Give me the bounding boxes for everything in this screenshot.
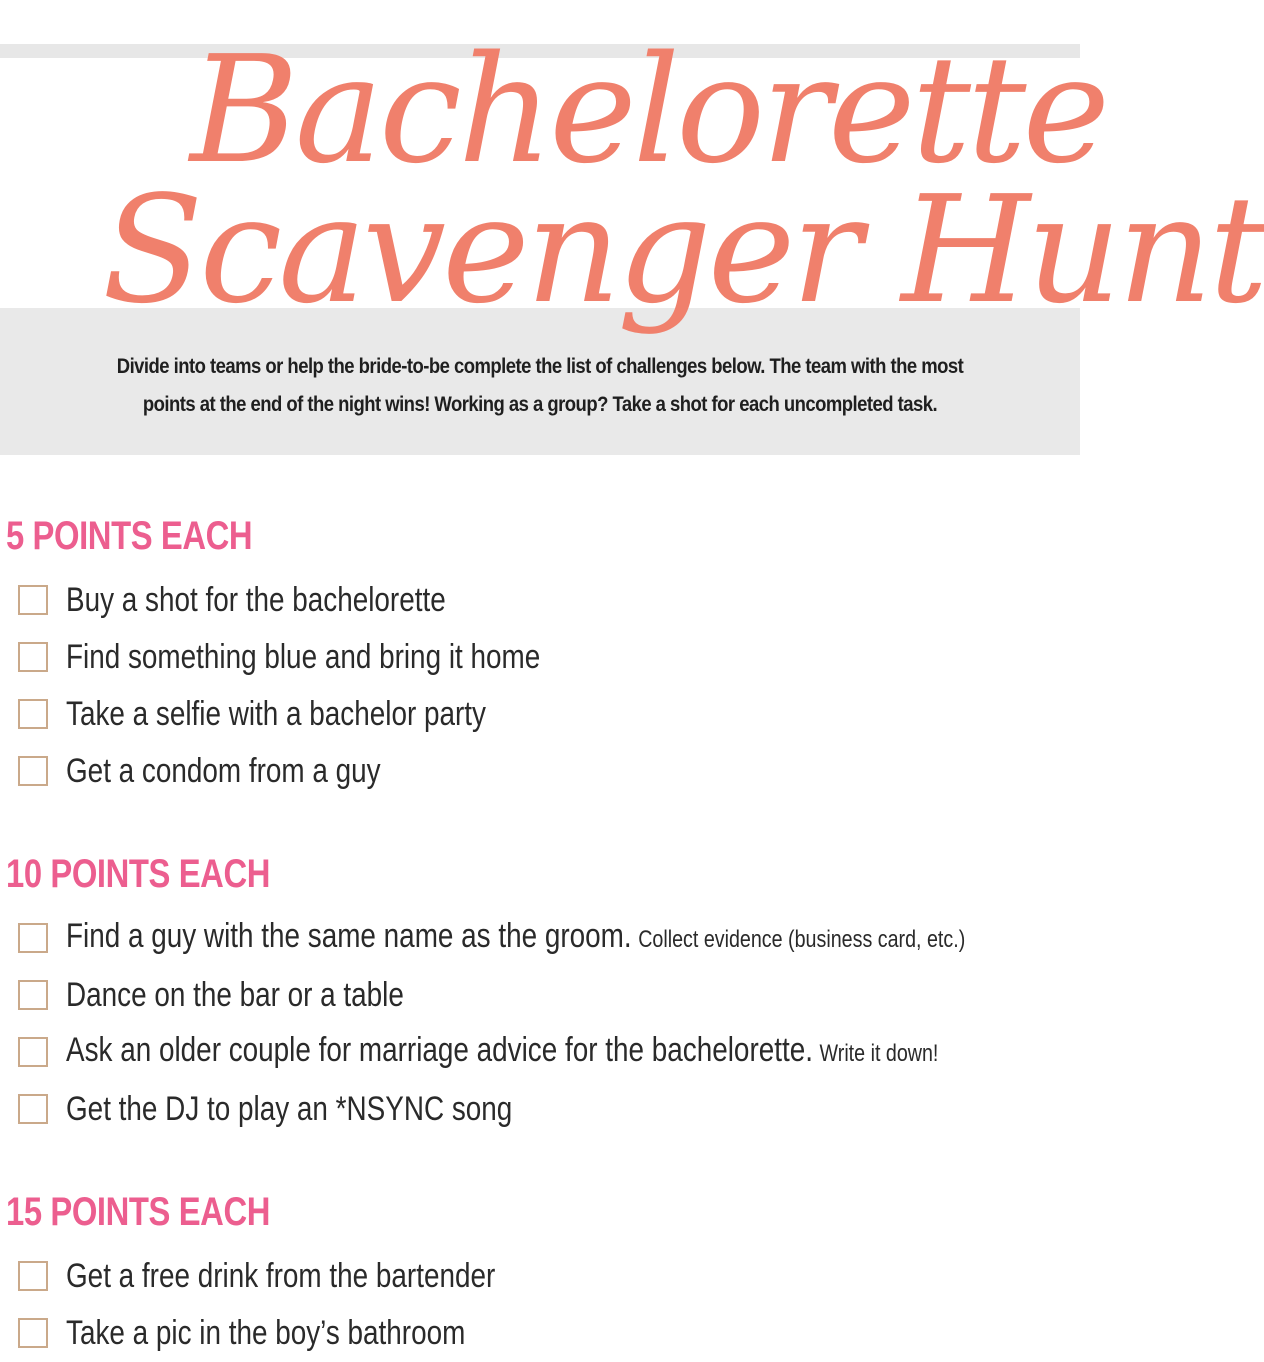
task-note: Write it down! <box>819 1039 939 1067</box>
section-10-points <box>0 848 1080 1138</box>
page-title <box>0 0 1264 350</box>
title-line-2: Scavenger Hunt <box>102 164 1264 336</box>
task-text <box>66 1256 495 1296</box>
section-5-points <box>0 510 1080 800</box>
section-heading: 5 POINTS EACH <box>6 514 253 558</box>
task-text <box>66 916 965 960</box>
task-text <box>66 1089 512 1129</box>
task-item <box>0 910 1080 967</box>
task-item <box>0 629 1080 686</box>
task-list <box>0 1248 1080 1362</box>
task-text <box>66 1313 465 1353</box>
task-checkbox[interactable] <box>18 1094 48 1124</box>
intro-line-1: Divide into teams or help the bride-to-be complete the list of challenges below. The team with the most <box>116 355 964 378</box>
task-item <box>0 1248 1080 1305</box>
task-text <box>66 1030 938 1074</box>
task-checkbox[interactable] <box>18 1318 48 1348</box>
task-label: Get the DJ to play an *NSYNC song <box>66 1089 513 1128</box>
task-item <box>0 1305 1080 1362</box>
task-text <box>66 637 540 677</box>
intro-paragraph <box>65 348 1015 424</box>
intro-line-2: points at the end of the night wins! Working as a group? Take a shot for each uncompleted task. <box>142 393 938 416</box>
task-checkbox[interactable] <box>18 642 48 672</box>
task-label: Get a condom from a guy <box>66 751 381 790</box>
task-checkbox[interactable] <box>18 699 48 729</box>
task-label: Dance on the bar or a table <box>66 975 404 1014</box>
task-checkbox[interactable] <box>18 980 48 1010</box>
task-item <box>0 1024 1080 1081</box>
task-item <box>0 686 1080 743</box>
section-15-points <box>0 1186 1080 1362</box>
task-label: Ask an older couple for marriage advice for the bachelorette. <box>66 1030 813 1069</box>
task-text <box>66 975 404 1015</box>
section-heading: 10 POINTS EACH <box>6 852 271 896</box>
task-label: Buy a shot for the bachelorette <box>66 580 446 619</box>
task-item <box>0 1081 1080 1138</box>
task-text <box>66 751 381 791</box>
task-checkbox[interactable] <box>18 1261 48 1291</box>
task-checkbox[interactable] <box>18 923 48 953</box>
task-label: Find something blue and bring it home <box>66 637 541 676</box>
task-item <box>0 743 1080 800</box>
task-label: Find a guy with the same name as the groom. <box>66 916 632 955</box>
task-text <box>66 580 446 620</box>
task-item <box>0 967 1080 1024</box>
task-list <box>0 910 1080 1138</box>
task-label: Take a selfie with a bachelor party <box>66 694 486 733</box>
task-checkbox[interactable] <box>18 756 48 786</box>
task-label: Take a pic in the boy’s bathroom <box>66 1313 466 1352</box>
task-text <box>66 694 486 734</box>
title-line-1: Bachelorette <box>190 24 1107 196</box>
task-label: Get a free drink from the bartender <box>66 1256 496 1295</box>
task-note: Collect evidence (business card, etc.) <box>638 925 966 953</box>
task-list <box>0 572 1080 800</box>
task-checkbox[interactable] <box>18 1037 48 1067</box>
section-heading: 15 POINTS EACH <box>6 1190 271 1234</box>
task-checkbox[interactable] <box>18 585 48 615</box>
task-item <box>0 572 1080 629</box>
